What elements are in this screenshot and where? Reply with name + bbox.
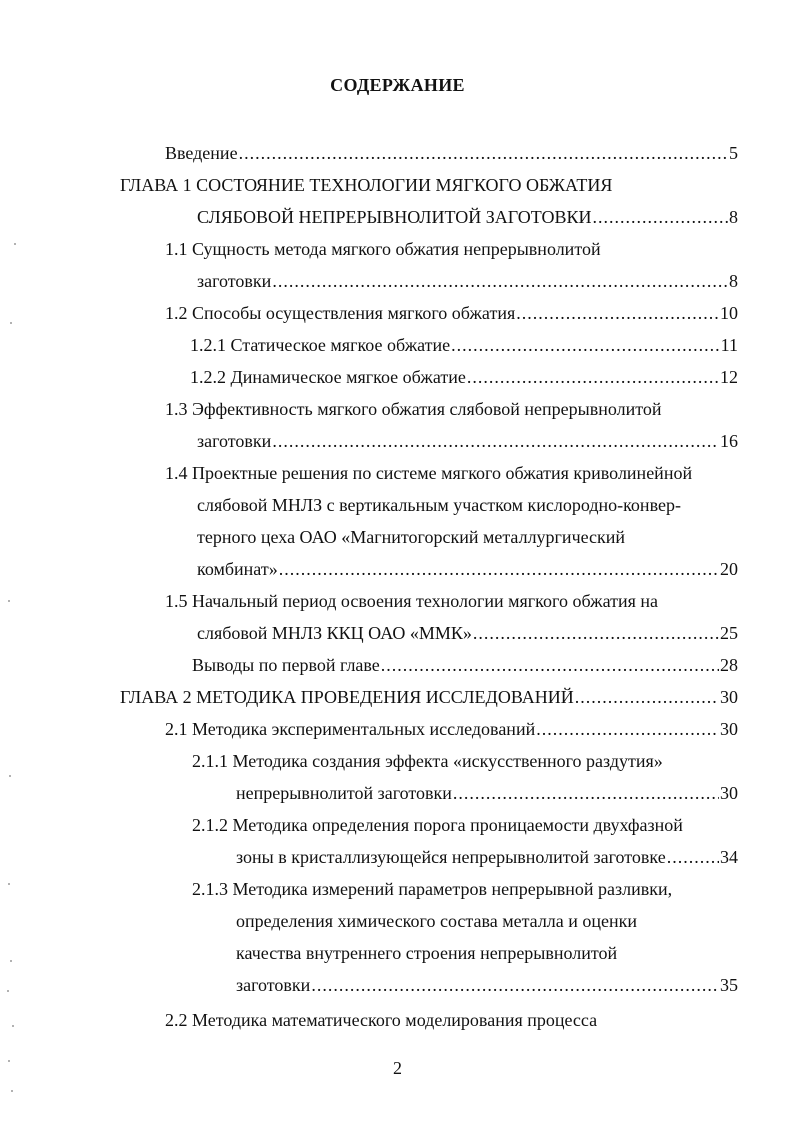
dot-leader [667,845,719,869]
dot-leader [279,557,719,581]
toc-chapter-heading: ГЛАВА 1 СОСТОЯНИЕ ТЕХНОЛОГИИ МЯГКОГО ОБЖАТИЯ [120,175,613,195]
toc-entry-line: 1.3 Эффективность мягкого обжатия слябовой непрерывнолитой [165,399,662,419]
dot-leader [536,717,719,741]
toc-entry: 1.2.1 Статическое мягкое обжатие ..... 11 [190,333,738,357]
toc-entry-line: 2.1.3 Методика измерений параметров непрерывной разливки, [192,879,673,899]
page-title: СОДЕРЖАНИЕ [330,75,465,95]
toc-entry: 1.2.2 Динамическое мягкое обжатие ..... 12 [190,365,738,389]
toc-entry: 1.2 Способы осуществления мягкого обжатия ..... 10 [165,301,738,325]
dot-leader [272,429,719,453]
toc-entry: Введение ..... 5 [165,141,738,165]
toc-entry: заготовки ..... 8 [197,269,738,293]
toc-entry: СЛЯБОВОЙ НЕПРЕРЫВНОЛИТОЙ ЗАГОТОВКИ ..... 8 [197,205,738,229]
toc-entry: заготовки ..... 35 [236,973,738,997]
toc-entry-line: слябовой МНЛЗ с вертикальным участком кислородно-конвер- [197,495,681,515]
dot-leader [381,653,719,677]
dot-leader [239,141,728,165]
dot-leader [467,365,719,389]
toc-entry-line: определения химического состава металла и оценки [236,911,638,931]
toc-entry-line: 1.1 Сущность метода мягкого обжатия непрерывнолитой [165,239,601,259]
toc-chapter-heading: ГЛАВА 2 МЕТОДИКА ПРОВЕДЕНИЯ ИССЛЕДОВАНИЙ ..... 30 [120,685,738,709]
dot-leader [593,205,728,229]
toc-entry-line: качества внутреннего строения непрерывнолитой [236,943,618,963]
dot-leader [516,301,719,325]
dot-leader [473,621,719,645]
toc-entry-line: 2.1.2 Методика определения порога проницаемости двухфазной [192,815,683,835]
page-number: 2 [393,1058,402,1078]
dot-leader [575,685,719,709]
dot-leader [272,269,728,293]
toc-entry-line: 1.4 Проектные решения по системе мягкого обжатия криволинейной [165,463,693,483]
toc-entry-line: 2.1.1 Методика создания эффекта «искусственного раздутия» [192,751,663,771]
dot-leader [451,333,720,357]
toc-entry: Выводы по первой главе ..... 28 [192,653,738,677]
toc-entry-line: 2.2 Методика математического моделирования процесса [165,1010,598,1030]
dot-leader [453,781,719,805]
toc-entry: зоны в кристаллизующейся непрерывнолитой заготовке ..... 34 [236,845,738,869]
toc-entry-line: 1.5 Начальный период освоения технологии мягкого обжатия на [165,591,659,611]
toc-entry: комбинат» ..... 20 [197,557,738,581]
dot-leader [311,973,719,997]
toc-entry: заготовки ..... 16 [197,429,738,453]
toc-entry-line: терного цеха ОАО «Магнитогорский металлургический [197,527,626,547]
toc-entry: непрерывнолитой заготовки ..... 30 [236,781,738,805]
toc-entry: слябовой МНЛЗ ККЦ ОАО «ММК» ..... 25 [197,621,738,645]
toc-entry: 2.1 Методика экспериментальных исследований ..... 30 [165,717,738,741]
